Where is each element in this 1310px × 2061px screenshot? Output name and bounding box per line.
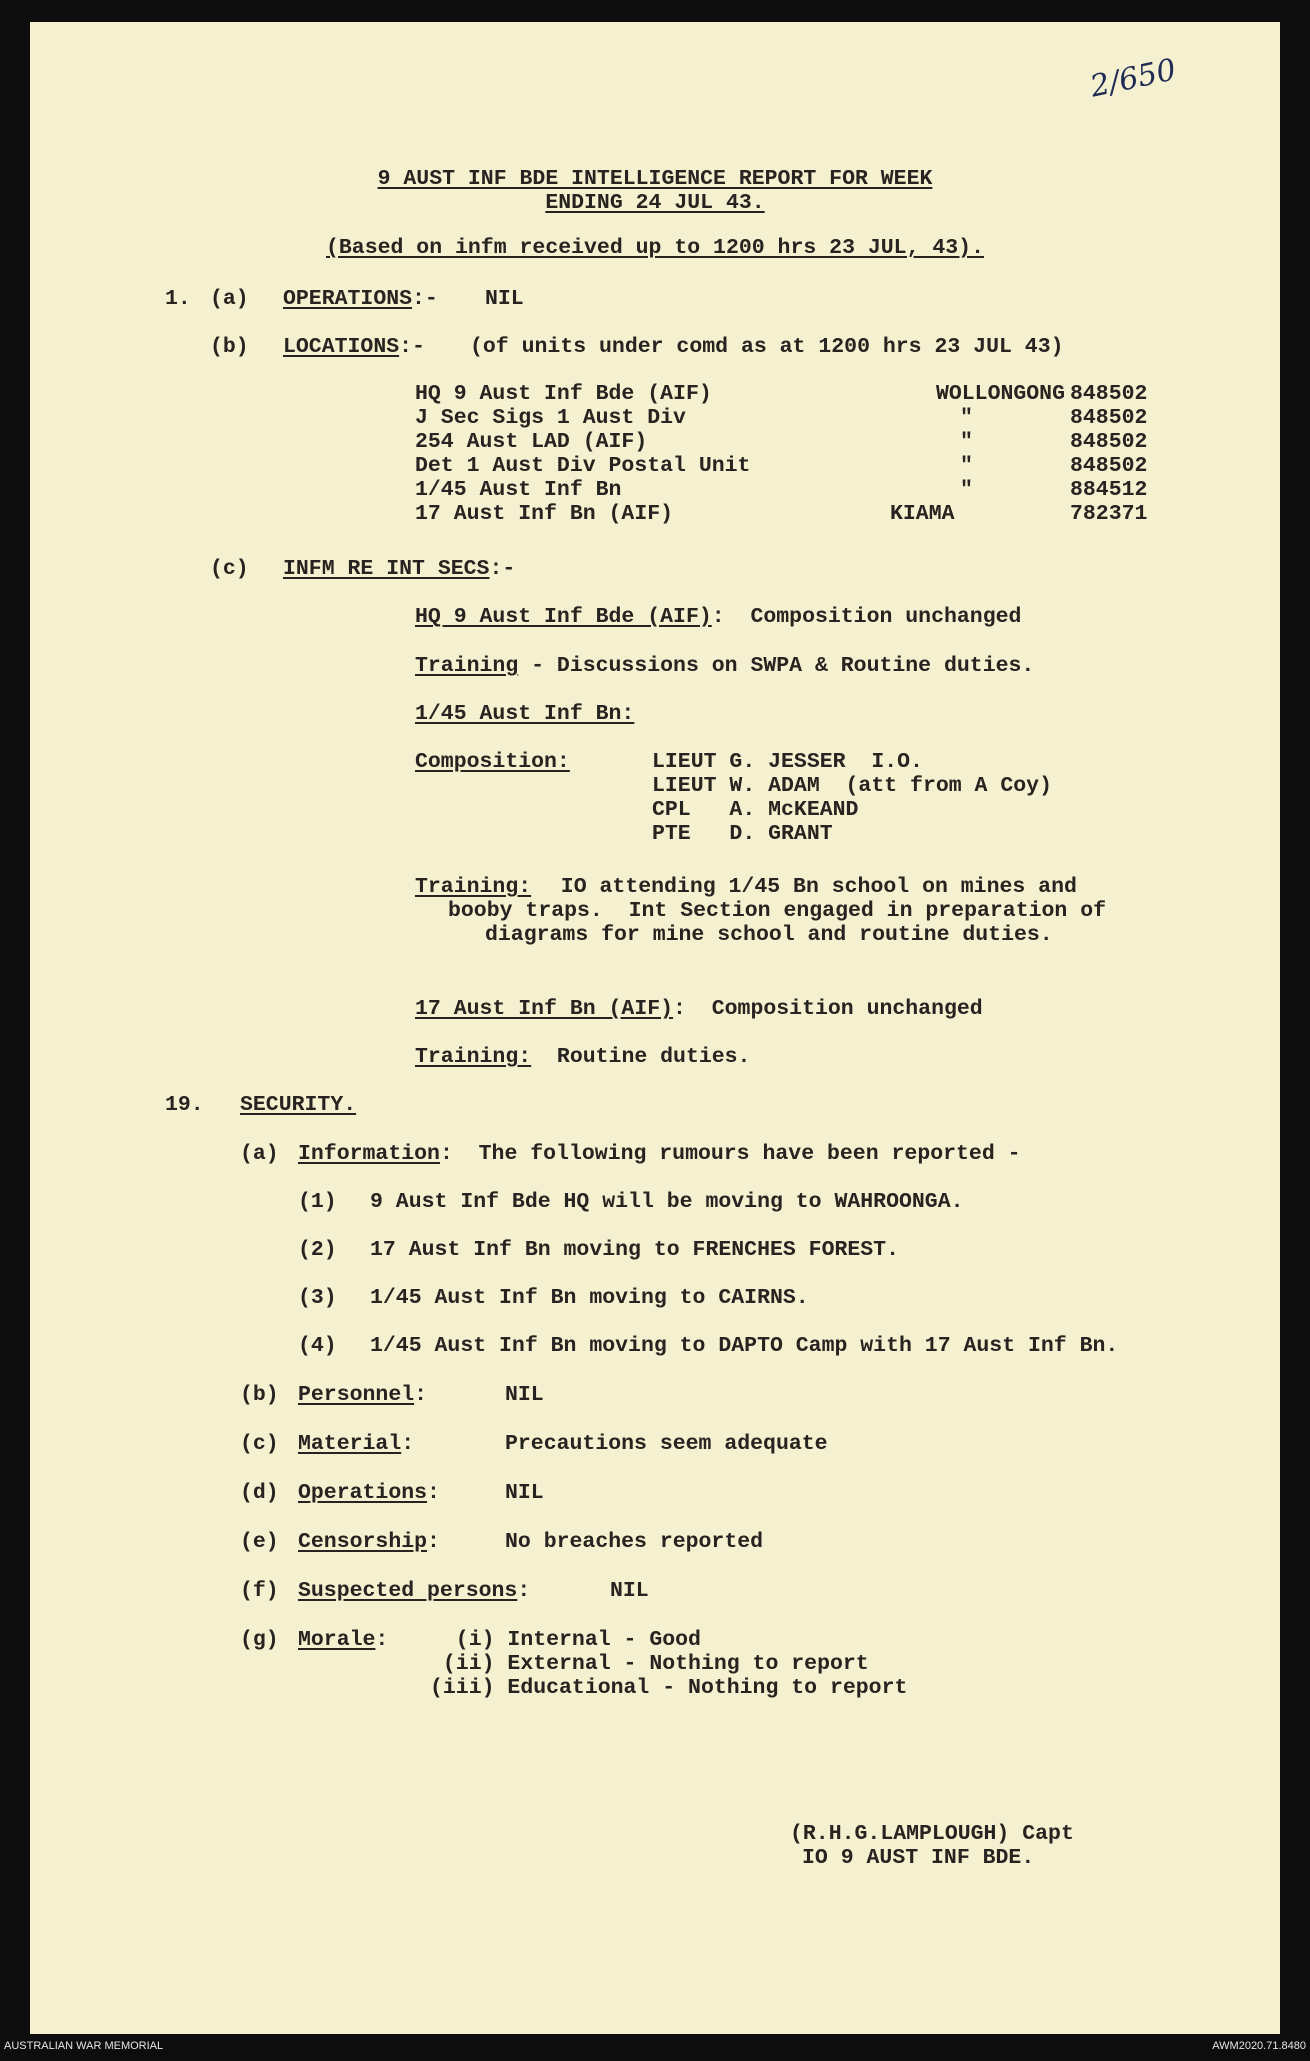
rumour-number: (4) xyxy=(298,1334,337,1358)
location-place: " xyxy=(960,406,973,430)
morale-line: (i) Internal - Good xyxy=(430,1628,701,1652)
security-item-label xyxy=(298,1579,530,1603)
hq-training-label: Training xyxy=(415,654,519,678)
footer-archive-ref: AWM2020.71.8480 xyxy=(1212,2040,1306,2052)
bn-17-training-label: Training: xyxy=(415,1045,532,1069)
operations-value: NIL xyxy=(485,287,524,311)
hq-bde-training xyxy=(415,654,1034,678)
handwritten-reference: 2/650 xyxy=(1087,52,1180,105)
location-place: WOLLONGONG xyxy=(935,382,1065,406)
location-place: " xyxy=(960,430,973,454)
suspected-persons-value: NIL xyxy=(610,1579,649,1603)
location-place: " xyxy=(960,454,973,478)
security-item-label xyxy=(298,1383,427,1407)
item-1a-letter: (a) xyxy=(210,287,249,311)
morale-label-wrap xyxy=(298,1628,388,1652)
bn-17-text: : Composition unchanged xyxy=(673,997,983,1021)
infm-int-secs-sep: :- xyxy=(489,557,516,581)
location-unit: HQ 9 Aust Inf Bde (AIF) xyxy=(415,382,712,406)
label-colon: : xyxy=(427,1481,440,1505)
location-ref: 782371 xyxy=(1070,502,1148,526)
operations-sec-label: Operations xyxy=(298,1481,428,1505)
item-1a-heading xyxy=(283,287,438,311)
security-item-label xyxy=(298,1432,414,1456)
section-19-number: 19. xyxy=(165,1093,204,1117)
bn-training-label: Training: xyxy=(415,875,532,899)
bn-training-line: IO attending 1/45 Bn school on mines and xyxy=(535,875,1077,899)
label-colon: : xyxy=(414,1383,428,1407)
label-colon: : xyxy=(427,1530,440,1554)
personnel-label: Personnel xyxy=(298,1383,415,1407)
item-19a-letter: (a) xyxy=(240,1142,279,1166)
locations-heading: LOCATIONS xyxy=(283,335,400,359)
bn-145-heading: 1/45 Aust Inf Bn: xyxy=(415,702,635,726)
rumour-text: 9 Aust Inf Bde HQ will be moving to WAHROONGA. xyxy=(370,1190,964,1214)
bn-training-line: diagrams for mine school and routine duties. xyxy=(485,923,1053,947)
censorship-value: No breaches reported xyxy=(505,1530,764,1554)
material-label: Material xyxy=(298,1432,402,1456)
footer-archive-name: AUSTRALIAN WAR MEMORIAL xyxy=(4,2040,164,2052)
location-unit: Det 1 Aust Div Postal Unit xyxy=(415,454,751,478)
rumour-text: 17 Aust Inf Bn moving to FRENCHES FOREST. xyxy=(370,1238,899,1262)
rumour-number: (2) xyxy=(298,1238,337,1262)
hq-bde-entry xyxy=(415,605,1021,629)
item-1c-heading xyxy=(283,557,515,581)
security-item-letter: (e) xyxy=(240,1530,279,1554)
rumour-number: (1) xyxy=(298,1190,337,1214)
signature-name: (R.H.G.LAMPLOUGH) Capt xyxy=(790,1822,1074,1846)
morale-line: (ii) External - Nothing to report xyxy=(430,1652,869,1676)
composition-line: LIEUT W. ADAM (att from A Coy) xyxy=(652,774,1052,798)
location-unit: 1/45 Aust Inf Bn xyxy=(415,478,622,502)
operations-heading: OPERATIONS xyxy=(283,287,413,311)
location-ref: 884512 xyxy=(1070,478,1148,502)
information-label: Information xyxy=(298,1142,440,1166)
location-unit: 254 Aust LAD (AIF) xyxy=(415,430,648,454)
bn-17-entry xyxy=(415,997,983,1021)
label-colon: : xyxy=(375,1628,389,1652)
composition-line: LIEUT G. JESSER I.O. xyxy=(652,750,923,774)
report-title-basis: (Based on infm received up to 1200 hrs 23 JUL, 43). xyxy=(325,236,984,260)
security-item-label xyxy=(298,1481,440,1505)
operations-sep: :- xyxy=(412,287,438,311)
censorship-label: Censorship xyxy=(298,1530,428,1554)
location-place: KIAMA xyxy=(890,502,955,526)
location-ref: 848502 xyxy=(1070,406,1148,430)
hq-bde-label: HQ 9 Aust Inf Bde (AIF) xyxy=(415,605,712,629)
security-item-letter: (d) xyxy=(240,1481,279,1505)
rumour-text: 1/45 Aust Inf Bn moving to DAPTO Camp with 17 Aust Inf Bn. xyxy=(370,1334,1119,1358)
information-text: : The following rumours have been reported - xyxy=(439,1142,1021,1166)
composition-line: CPL A. McKEAND xyxy=(652,798,859,822)
location-ref: 848502 xyxy=(1070,454,1148,478)
morale-letter: (g) xyxy=(240,1628,279,1652)
item-1b-letter: (b) xyxy=(210,335,249,359)
location-ref: 848502 xyxy=(1070,430,1148,454)
report-title-line2: ENDING 24 JUL 43. xyxy=(545,191,765,215)
item-1c-letter: (c) xyxy=(210,557,249,581)
item-1b-heading xyxy=(283,335,425,359)
signature-title: IO 9 AUST INF BDE. xyxy=(802,1846,1035,1870)
material-value: Precautions seem adequate xyxy=(505,1432,828,1456)
composition-line: PTE D. GRANT xyxy=(652,822,833,846)
report-title-line1: 9 AUST INF BDE INTELLIGENCE REPORT FOR WEEK xyxy=(377,167,933,191)
document-page xyxy=(30,22,1280,2034)
rumour-text: 1/45 Aust Inf Bn moving to CAIRNS. xyxy=(370,1286,809,1310)
composition-label: Composition: xyxy=(415,750,570,774)
infm-int-secs-heading: INFM RE INT SECS xyxy=(283,557,490,581)
label-colon: : xyxy=(517,1579,531,1603)
bn-17-label: 17 Aust Inf Bn (AIF) xyxy=(415,997,674,1021)
operations-sec-value: NIL xyxy=(505,1481,544,1505)
location-place: " xyxy=(960,478,973,502)
location-unit: 17 Aust Inf Bn (AIF) xyxy=(415,502,674,526)
personnel-value: NIL xyxy=(505,1383,544,1407)
section-1-number: 1. xyxy=(165,287,191,311)
security-heading: SECURITY. xyxy=(240,1093,357,1117)
hq-bde-text: : Composition unchanged xyxy=(711,605,1022,629)
security-item-letter: (b) xyxy=(240,1383,279,1407)
security-item-letter: (c) xyxy=(240,1432,279,1456)
security-item-label xyxy=(298,1530,440,1554)
label-colon: : xyxy=(401,1432,415,1456)
suspected-persons-label: Suspected persons xyxy=(298,1579,518,1603)
location-ref: 848502 xyxy=(1070,382,1148,406)
morale-line: (iii) Educational - Nothing to report xyxy=(430,1676,908,1700)
morale-label: Morale xyxy=(298,1628,376,1652)
hq-training-text: - Discussions on SWPA & Routine duties. xyxy=(518,654,1035,678)
locations-note: (of units under comd as at 1200 hrs 23 JUL 43) xyxy=(470,335,1064,359)
locations-sep: :- xyxy=(399,335,425,359)
information-entry xyxy=(298,1142,1021,1166)
bn-17-training-text: Routine duties. xyxy=(531,1045,751,1069)
security-item-letter: (f) xyxy=(240,1579,279,1603)
bn-17-training xyxy=(415,1045,750,1069)
location-unit: J Sec Sigs 1 Aust Div xyxy=(415,406,686,430)
bn-training-line: booby traps. Int Section engaged in preparation of xyxy=(448,899,1107,923)
rumour-number: (3) xyxy=(298,1286,337,1310)
